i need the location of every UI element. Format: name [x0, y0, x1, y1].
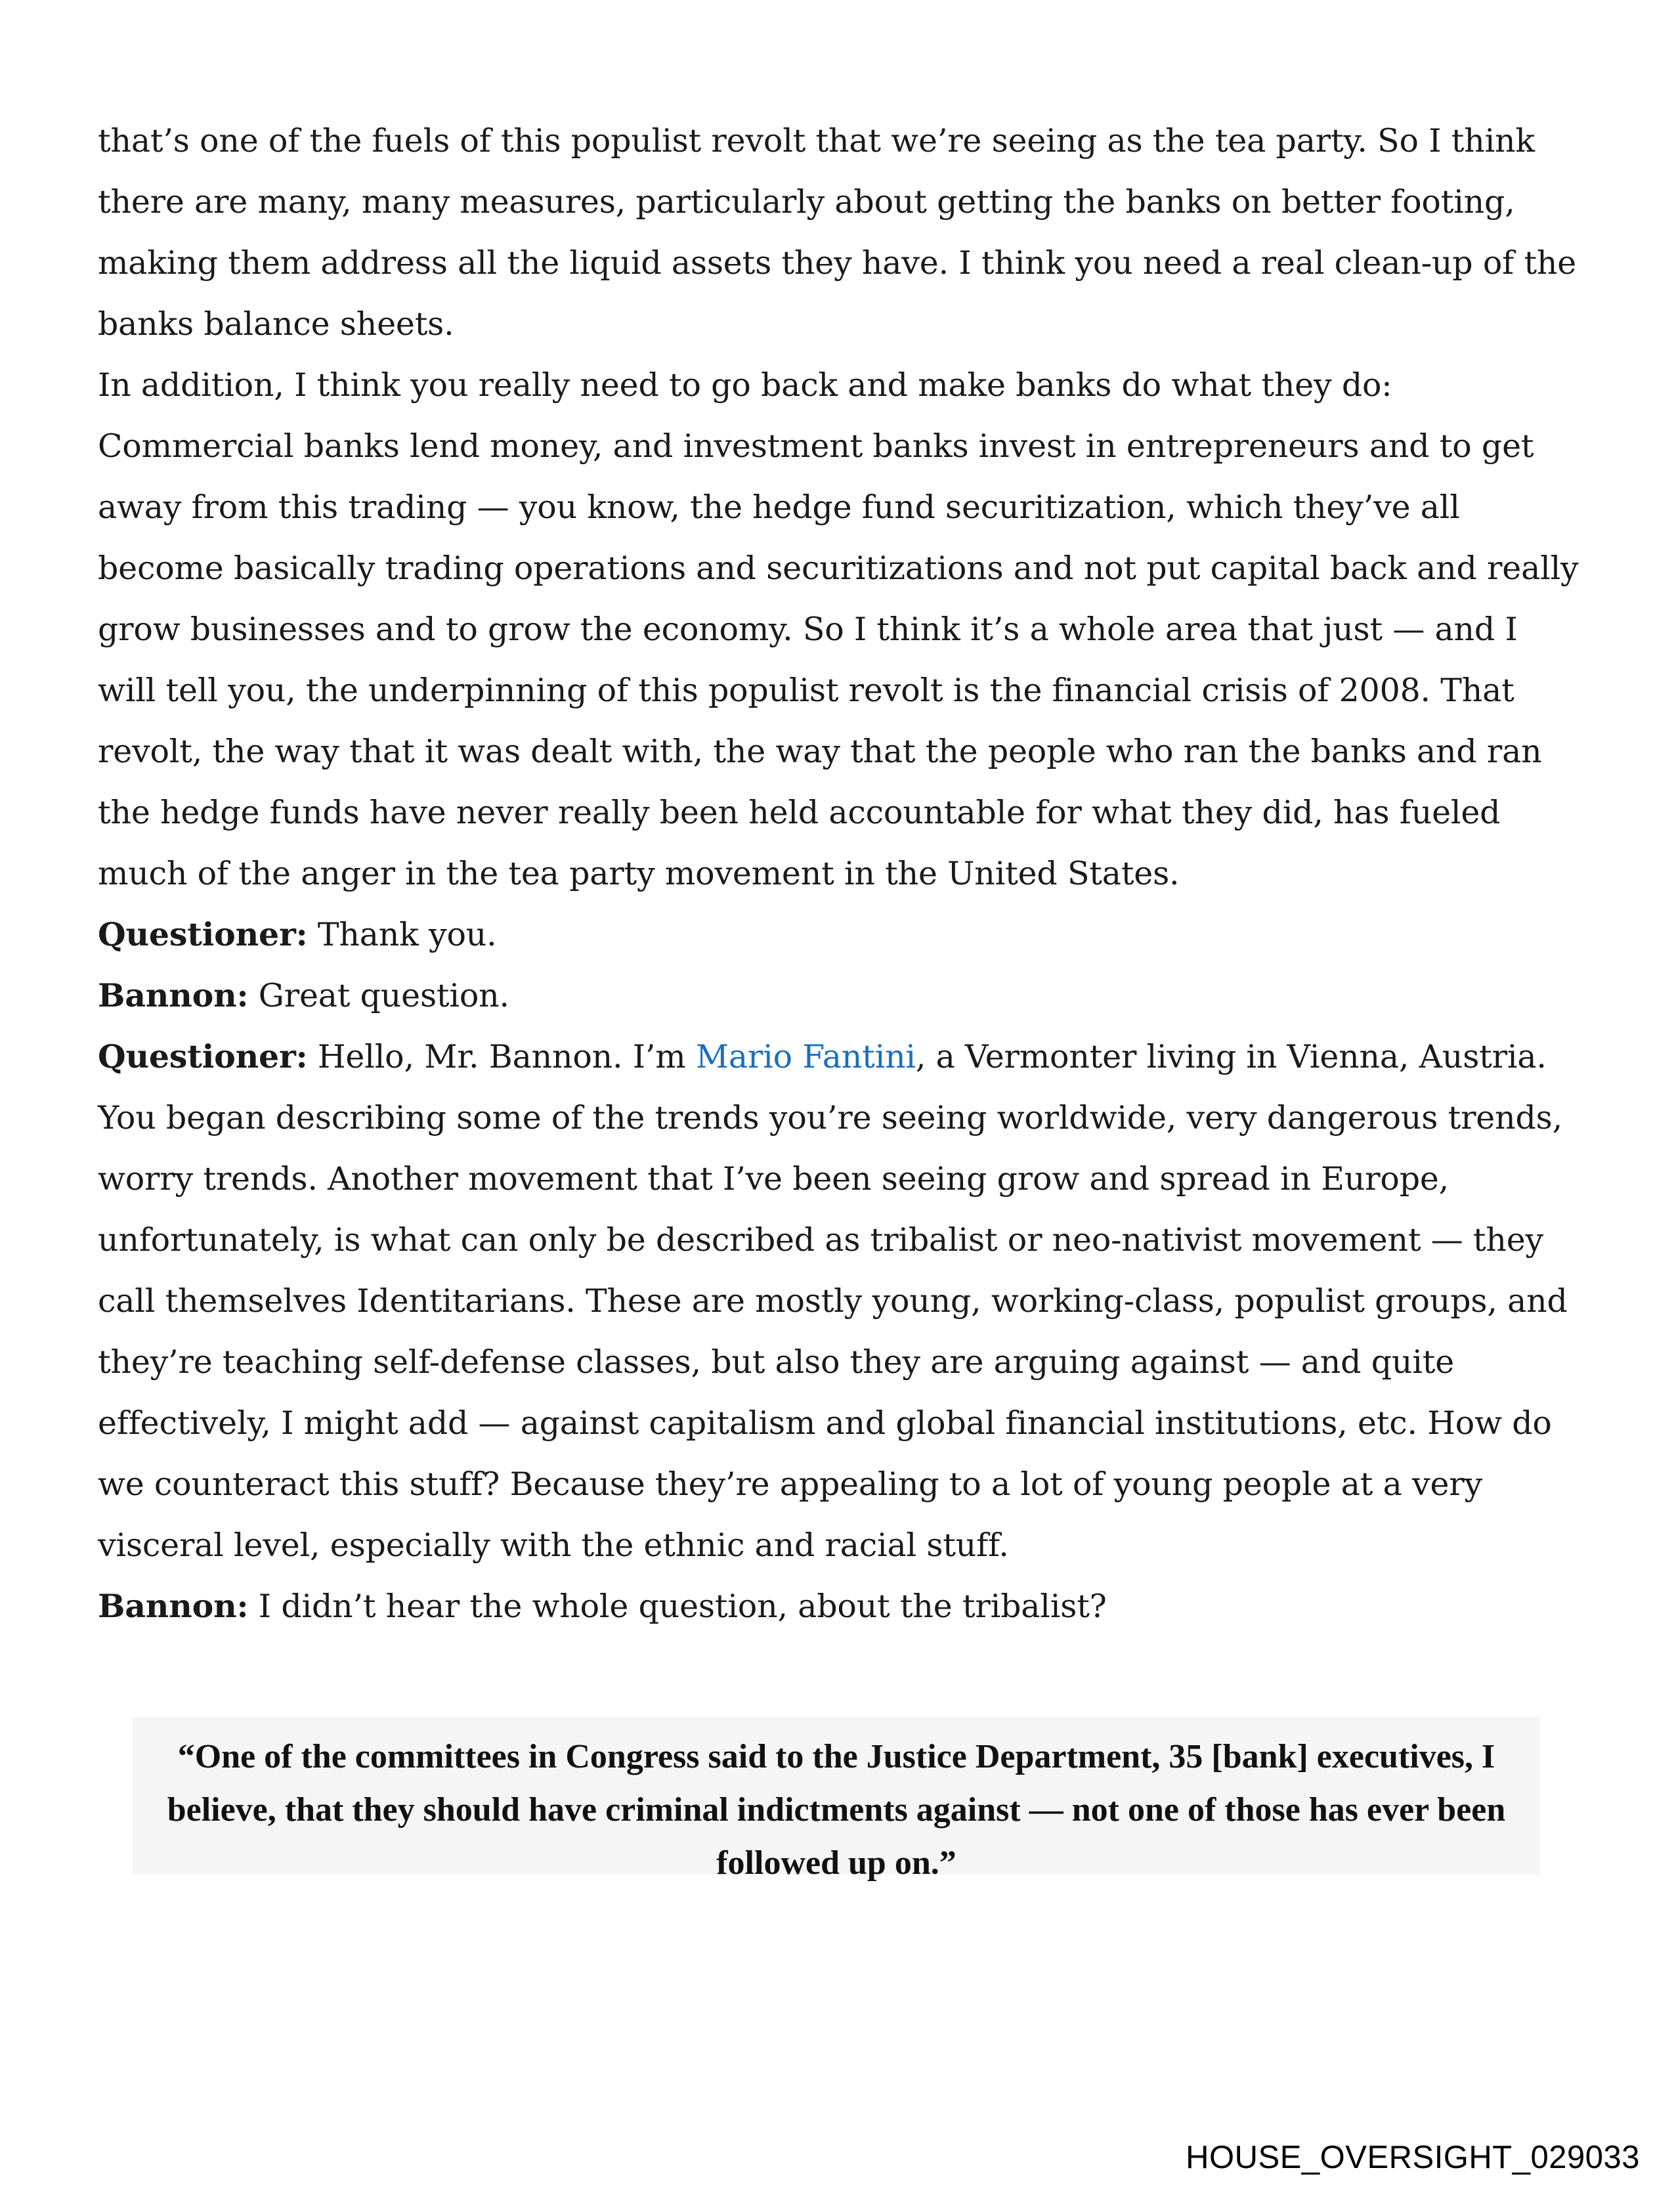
- exchange-text: Thank you.: [307, 916, 497, 953]
- speaker-label: Questioner:: [98, 915, 308, 953]
- exchange-text-after-link: , a Vermonter living in Vienna, Austria. You began describing some of the trends you’re seeing worldwide, very dangerous trends, worry trends. Another movement that I’ve been seeing grow and spread in Europe, unfortunately, is what can only be described as tribalist or neo-nativist movement — they call themselves Identitarians. These are mostly young, working-class, populist groups, and they’re teaching self-defense classes, but also they are arguing against — and quite effectively, I might add — against capitalism and global financial institutions, etc. How do we counteract this stuff? Because they’re appealing to a lot of young people at a very visceral level, especially with the ethnic and racial stuff.: [98, 1038, 1568, 1564]
- mario-fantini-link[interactable]: Mario Fantini: [695, 1038, 916, 1075]
- article-body: [98, 110, 1581, 1637]
- exchange-questioner-thanks: [98, 904, 1581, 965]
- speaker-label: Bannon:: [98, 1587, 249, 1625]
- exchange-bannon-tribalist: [98, 1576, 1581, 1637]
- speaker-label: Questioner:: [98, 1037, 308, 1075]
- exchange-text: I didn’t hear the whole question, about the tribalist?: [248, 1588, 1107, 1625]
- paragraph-banks-do-what-they-do: In addition, I think you really need to go back and make banks do what they do: Commercial banks lend money, and investment banks invest in entrepreneurs and to get away from this trading — you know, the hedge fund securitization, which they’ve all become basically trading operations and securitizations and not put capital back and really grow businesses and to grow the economy. So I think it’s a whole area that just — and I will tell you, the underpinning of this populist revolt is the financial crisis of 2008. That revolt, the way that it was dealt with, the way that the people who ran the banks and ran the hedge funds have never really been held accountable for what they did, has fueled much of the anger in the tea party movement in the United States.: [98, 366, 1579, 892]
- document-id-footer: HOUSE_OVERSIGHT_029033: [1186, 2140, 1640, 2175]
- paragraph-fuels-of-revolt: that’s one of the fuels of this populist revolt that we’re seeing as the tea party. So I think there are many, many measures, particularly about getting the banks on better footing, making them address all the liquid assets they have. I think you need a real clean-up of the banks balance sheets.: [98, 122, 1577, 343]
- speaker-label: Bannon:: [98, 976, 249, 1014]
- exchange-bannon-great-question: [98, 965, 1581, 1026]
- exchange-questioner-identitarians: [98, 1026, 1581, 1576]
- pull-quote-text: “One of the committees in Congress said to the Justice Department, 35 [bank] executives, I believe, that they should have criminal indictments against — not one of those has ever been followed up on.”: [167, 1738, 1506, 1882]
- exchange-text-before-link: Hello, Mr. Bannon. I’m: [307, 1038, 696, 1075]
- pull-quote-box: [133, 1717, 1540, 1882]
- exchange-text: Great question.: [248, 977, 509, 1014]
